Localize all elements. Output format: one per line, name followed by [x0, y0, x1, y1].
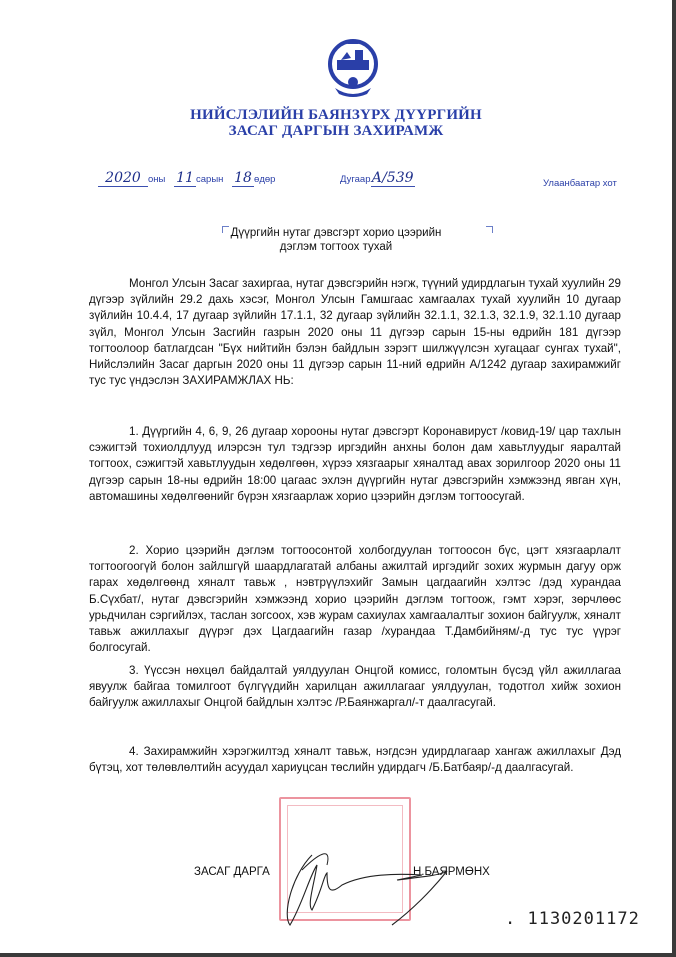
year-suffix: оны — [148, 174, 166, 185]
clause-3 — [89, 663, 621, 712]
signatory-title: ЗАСАГ ДАРГА — [194, 866, 270, 878]
number-label: Дугаар — [340, 174, 371, 185]
month-suffix: сарын — [196, 174, 224, 185]
decree-number: А/539 — [371, 170, 414, 186]
signatory-name: Н.БАЯРМӨНХ — [413, 866, 490, 878]
title-line1: Дүүргийн нутаг дэвсгэрт хорио цээрийн — [230, 227, 442, 239]
date-day: 18 — [232, 170, 254, 187]
date-month: 11 — [174, 170, 196, 187]
state-emblem-icon — [327, 38, 379, 100]
preamble — [89, 276, 621, 389]
clause-2-text: 2. Хорио цээрийн дэглэм тогтоосонтой холбогдуулан тогтоосон бүс, цэгт хязгаарлалт тогтоогоогүй болон зайлшгүй шаардлагатай албаны ажилтай иргэдийг зохих журмын дагуу орж гарах хөдөлгөөнд хяналт тавьж , нэвтрүүлэхийг Замын цагдаагийн хэлтэс /дэд хурандаа Б.Сүхбат/, нутаг дэвсгэрийн хэмжээнд хорио цээрийн дэглэм тогтоож, гэмт хэрэг, зөрчлөөс урьдчилан сэргийлэх, таслан зогсоох, хэв журам сахиулах хамгаалалтыг зохион байгуулж, хяналт тавьж ажиллахыг дүүрэг дэх Цагдаагийн газар /хурандаа Т.Дамбийням/-д тус тус үүрэг болгосугай. — [89, 544, 621, 655]
org-title-line2: ЗАСАГ ДАРГЫН ЗАХИРАМЖ — [228, 123, 444, 139]
preamble-text: Монгол Улсын Засаг захиргаа, нутаг дэвсгэрийн нэгж, түүний удирдлагын тухай хуулийн 29 дүгээр зүйлийн 29.2 дахь хэсэг, Монгол Улсын Гамшгаас хамгаалах тухай хуулийн 10 дугаар зүйлийн 10.4.4, 17 дугаар зүйлийн 17.1.1, 32 дугаар зүйлийн 32.1.1, 32.1.3, 32.1.9, 32.1.10 дугаар зүйл, Монгол Улсын Засгийн газрын 2020 оны 11 дүгээр сарын 15-ны өдрийн 181 дүгээр тогтоолоор батлагдсан "Бүх нийтийн бэлэн байдлын зэрэгт шилжүүлсэн хугацааг сунгах тухай", Нийслэлийн Засаг даргын 2020 оны 11 дүгээр сарын 11-ний өдрийн А/1242 дугаар захирамжийг тус тус үндэслэн ЗАХИРАМЖЛАХ НЬ: — [89, 277, 621, 388]
date-field — [98, 170, 275, 187]
clause-4 — [89, 744, 621, 776]
document-serial-number: . 1130201172 — [505, 909, 640, 929]
clause-2 — [89, 543, 621, 656]
decree-title — [0, 226, 672, 254]
title-line2: дэглэм тогтоох тухай — [279, 241, 393, 253]
day-suffix: өдөр — [254, 174, 276, 185]
clause-1-text: 1. Дүүргийн 4, 6, 9, 26 дугаар хорооны нутаг дэвсгэрт Коронавируст /ковид-19/ цар тахлын сэжигтэй тохиолдлууд илэрсэн тул тэдгээр иргэдийн анхны болон дам хавьтлуудыг яаралтай тогтоох, сэжигтэй хавьтлуудын хөдөлгөөн, хүрээ хязгаарыг хяналтад авах зорилгоор 2020 оны 11 дүгээр сарын 18-ны өдрийн 18:00 цагаас эхлэн дүүргийн нутаг дэвсгэрийн хэмжээнд явган хүн, автомашины хөдөлгөөнийг бүрэн хязгаарлаж хорио цээрийн дэглэм тогтоосугай. — [89, 425, 621, 503]
clause-4-text: 4. Захирамжийн хэрэгжилтэд хяналт тавьж, нэгдсэн удирдлагаар хангаж ажиллахыг Дэд бүтэц, хот төлөвлөлтийн асуудал хариуцсан төслийн удирдагч /Б.Батбаяр/-д даалгасугай. — [89, 745, 621, 775]
handwritten-signature-icon — [272, 835, 472, 930]
city-label: Улаанбаатар хот — [543, 178, 617, 189]
decree-number-field — [340, 170, 415, 187]
clause-3-text: 3. Үүссэн нөхцөл байдалтай уялдуулан Онцгой комисс, голомтын бүсэд үйл ажиллагаа явуулж байгаа томилгоот бүлгүүдийн харилцан ажиллагааг уялдуулан, тодотгол хийж зохион байгуулж ажиллахыг Онцгой байдлын хэлтэс /Р.Баянжаргал/-т даалгасугай. — [89, 664, 621, 710]
org-title-line1: НИЙСЛЭЛИЙН БАЯНЗҮРХ ДҮҮРГИЙН — [190, 107, 482, 123]
clause-1 — [89, 424, 621, 505]
date-year: 2020 — [98, 170, 148, 187]
